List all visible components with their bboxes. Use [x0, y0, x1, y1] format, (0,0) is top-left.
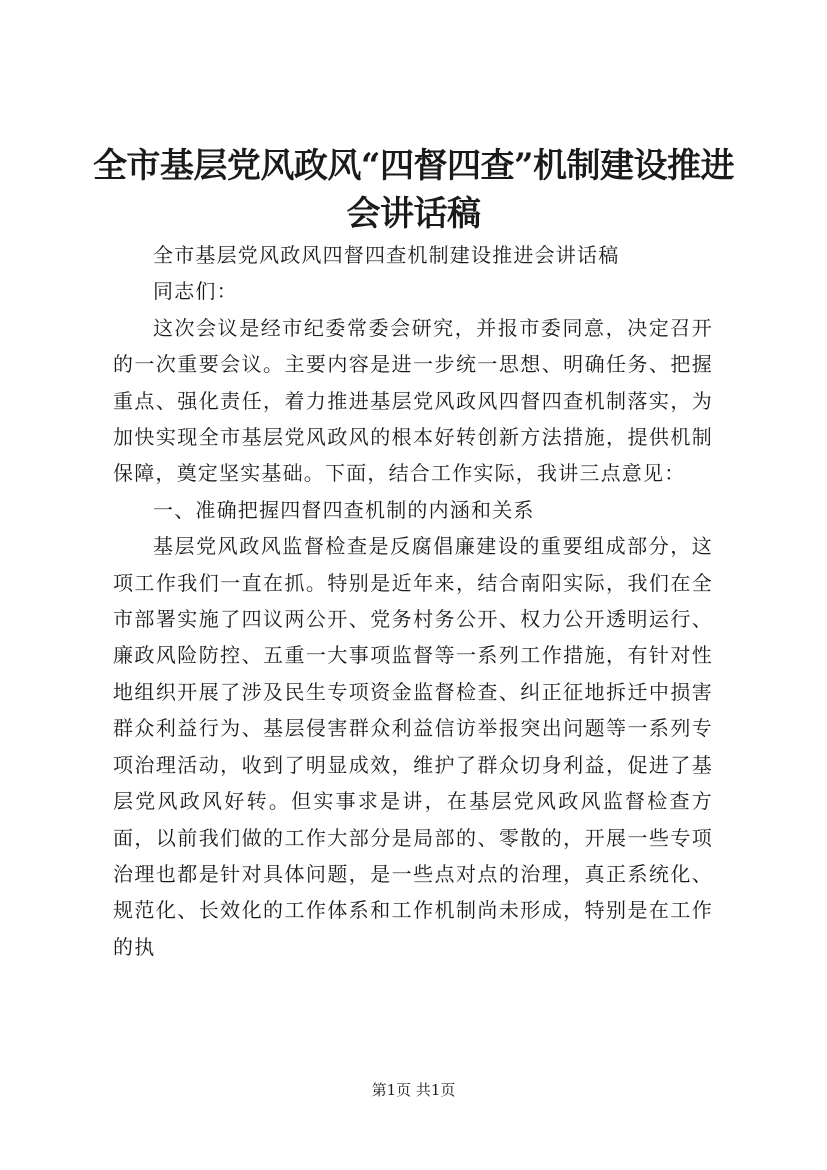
document-body: [113, 237, 713, 965]
page-footer: 第1页 共1页: [371, 1081, 456, 1099]
paragraph-section-1: 基层党风政风监督检查是反腐倡廉建设的重要组成部分，这项工作我们一直在抓。特别是近年来，结合南阳实际，我们在全市部署实施了四议两公开、党务村务公开、权力公开透明运行、廉政风险防控、五重一大事项监督等一系列工作措施，有针对性地组织开展了涉及民生专项资金监督检查、纠正征地拆迁中损害群众利益行为、基层侵害群众利益信访举报突出问题等一系列专项治理活动，收到了明显成效，维护了群众切身利益，促进了基层党风政风好转。但实事求是讲，在基层党风政风监督检查方面，以前我们做的工作大部分是局部的、零散的，开展一些专项治理也都是针对具体问题，是一些点对点的治理，真正系统化、规范化、长效化的工作体系和工作机制尚未形成，特别是在工作的执: [113, 534, 713, 959]
section-heading-1: 一、准确把握四督四查机制的内涵和关系: [153, 497, 535, 522]
paragraph-subtitle: 全市基层党风政风四督四查机制建设推进会讲话稿: [153, 243, 620, 267]
document-title: 全市基层党风政风“四督四查”机制建设推进会讲话稿: [92, 146, 735, 234]
paragraph-salutation: 同志们：: [153, 279, 238, 304]
paragraph-intro: 这次会议是经市纪委常委会研究，并报市委同意，决定召开的一次重要会议。主要内容是进一步统一思想、明确任务、把握重点、强化责任，着力推进基层党风政风四督四查机制落实，为加快实现全市基层党风政风的根本好转创新方法措施，提供机制保障，奠定坚实基础。下面，结合工作实际，我讲三点意见：: [113, 315, 713, 486]
